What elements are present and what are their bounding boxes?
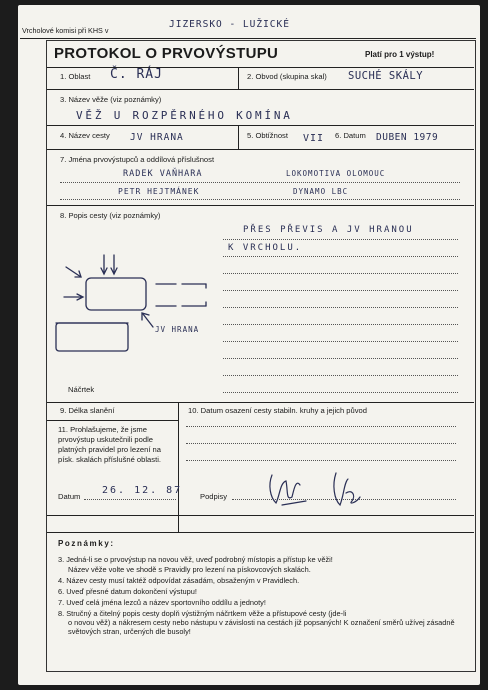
field-5-label: 5. Obtížnost bbox=[247, 131, 288, 140]
field-3-value: VĚŽ U ROZPĚRNÉHO KOMÍNA bbox=[76, 109, 293, 122]
climber-1-club: LOKOMOTIVA OLOMOUC bbox=[286, 169, 386, 178]
notes-heading: Poznámky: bbox=[58, 539, 115, 548]
field-1-value: Č. RÁJ bbox=[110, 67, 163, 82]
field-2-label: 2. Obvod (skupina skal) bbox=[247, 72, 327, 81]
page-title: PROTOKOL O PRVOVÝSTUPU bbox=[54, 45, 279, 62]
field-2-value: SUCHÉ SKÁLY bbox=[348, 70, 424, 82]
climber-1-name: RADEK VAŇHARA bbox=[123, 169, 203, 179]
field-4-value: JV HRANA bbox=[130, 132, 184, 143]
field-5-value: VII bbox=[303, 133, 325, 144]
note-1b: Název věže volte ve shodě s Pravidly pro lezení na pískovcových skalách. bbox=[68, 565, 311, 574]
signatures-label: Podpisy bbox=[200, 492, 228, 501]
route-description-line-1: PŘES PŘEVIS A JV HRANOU bbox=[243, 225, 414, 235]
route-description-line-2: K VRCHOLU. bbox=[228, 243, 303, 253]
validity-note: Platí pro 1 výstup! bbox=[365, 50, 435, 59]
field-10-label: 10. Datum osazení cesty stabiln. kruhy a jejich původ bbox=[188, 406, 367, 415]
climber-2-name: PETR HEJTMÁNEK bbox=[118, 187, 200, 196]
field-6-label: 6. Datum bbox=[335, 131, 366, 140]
field-6-value: DUBEN 1979 bbox=[376, 132, 439, 143]
date-value: 26. 12. 87 bbox=[102, 485, 183, 496]
sketch-annotation: JV HRANA bbox=[155, 325, 200, 334]
field-1-label: 1. Oblast bbox=[60, 72, 91, 81]
field-4-label: 4. Název cesty bbox=[60, 131, 110, 140]
header-prefix: Vrcholové komisi při KHS v bbox=[22, 26, 109, 35]
note-4: 7. Uveď celá jména lezců a název sportovního oddílu a jednoty! bbox=[58, 598, 266, 607]
form-border bbox=[46, 40, 476, 672]
header-region: JIZERSKO - LUŽICKÉ bbox=[169, 19, 290, 30]
field-7-label: 7. Jména prvovýstupců a oddílová příslušnost bbox=[60, 155, 215, 164]
field-8-label: 8. Popis cesty (viz poznámky) bbox=[60, 211, 161, 220]
note-1: 3. Jedná-li se o prvovýstup na novou věž, uveď podrobný místopis a přístup ke věži! bbox=[58, 555, 333, 564]
field-3-label: 3. Název věže (viz poznámky) bbox=[60, 95, 162, 104]
field-9-label: 9. Délka slanění bbox=[60, 406, 115, 415]
note-5b: o novou věž) a nákresem cesty nebo nástupu v závislosti na cestách již popsaných! K označení směrů užívej zásadně světových stran, určených dle busoly! bbox=[68, 618, 455, 637]
climber-2-club: DYNAMO LBC bbox=[293, 187, 349, 196]
note-2: 4. Název cesty musí taktéž odpovídat zásadám, obsaženým v Pravidlech. bbox=[58, 576, 300, 585]
protocol-sheet bbox=[18, 5, 480, 685]
sketch-label: Náčrtek bbox=[68, 385, 95, 394]
note-3: 6. Uveď přesné datum dokončení výstupu! bbox=[58, 587, 197, 596]
field-11-declaration: 11. Prohlašujeme, že jsme prvovýstup uskutečnili podle platných pravidel pro lezení na písk. skalách příslušné oblasti. bbox=[58, 425, 162, 464]
note-5: 8. Stručný a čitelný popis cesty doplň výstižným náčrtkem věže a přístupové cesty (jde-li bbox=[58, 609, 347, 618]
date-label: Datum bbox=[58, 492, 81, 501]
